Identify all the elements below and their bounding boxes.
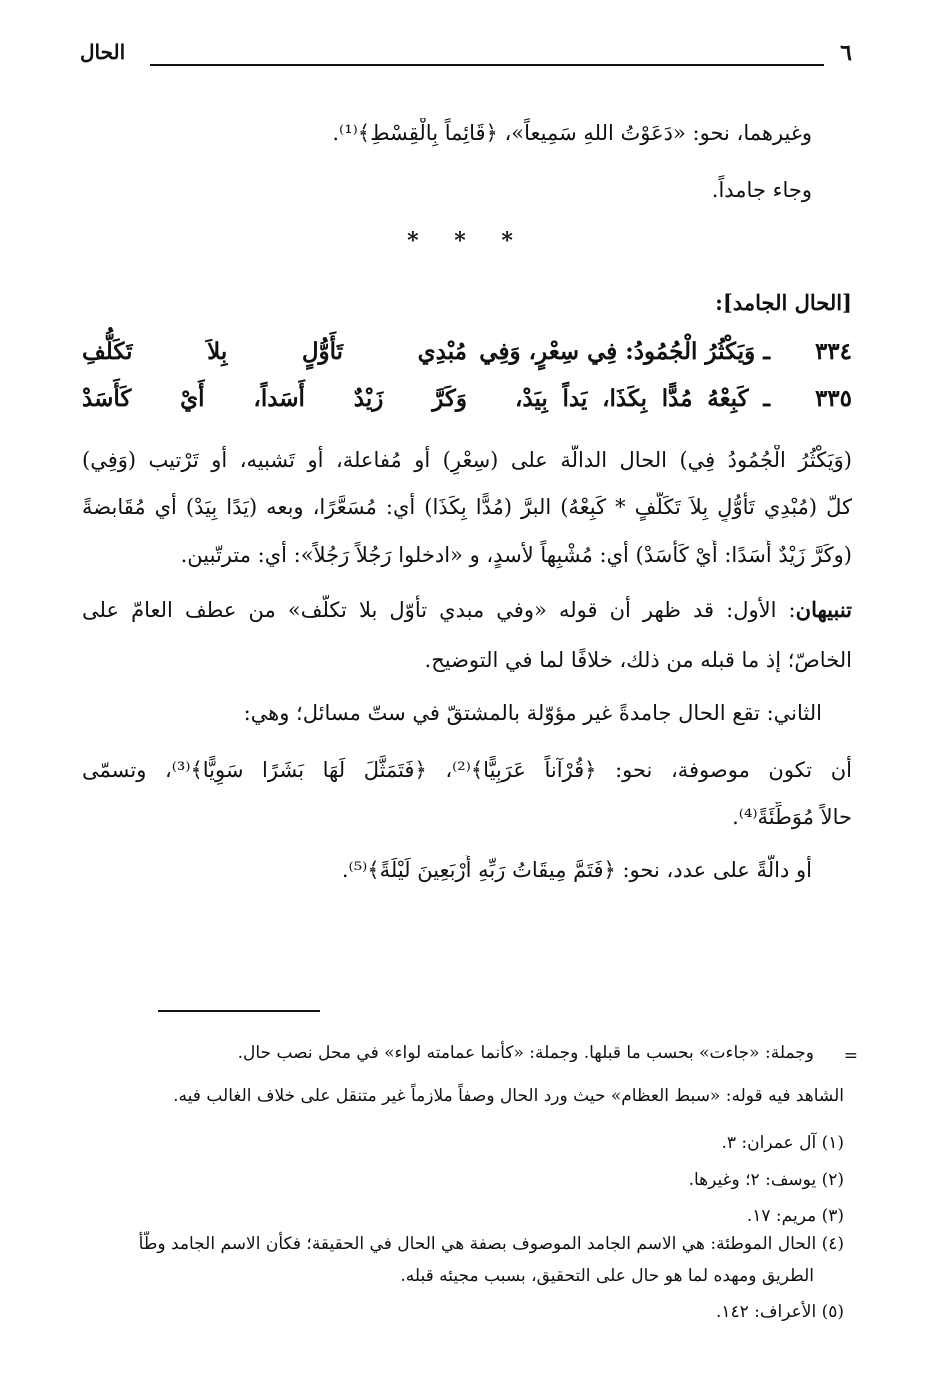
tanbihan-line: أو دالّةً على عدد، نحو: ﴿فَتَمَّ مِيقَاتُ رَبِّهِ أَرْبَعِينَ لَيْلَةً﴾⁽⁵⁾. [341,858,812,882]
page-number: ٦ [840,40,852,66]
verse-number: ٣٣٤ [814,338,852,365]
footnote: (٢) يوسف: ٢؛ وغيرها. [688,1170,844,1190]
footnote: الطريق ومهده لما هو حال على التحقيق، بسبب مجيئه قبله. [400,1266,814,1286]
jamid-line: وجاء جامداً. [711,178,812,202]
verse-number: ٣٣٥ [814,385,852,412]
verse-second-hemistich: مُبْدِي تَأَوُّلٍ بِلاَ تَكَلُّفِ [82,338,467,365]
verse-335 [82,385,852,425]
running-head [80,40,852,76]
commentary-line: (وكَرَّ زَيْدٌ أَسَدًا: أَيْ كَأَسَدْ) أي: مُشْبِهاً لأسدٍ، و «ادخلوا رَجُلاً رَجُلاً»: أي: مترتّبين. [180,543,852,567]
tanbihan-line: الثاني: تقع الحال جامدةً غير مؤوّلة بالمشتقّ في ستّ مسائل؛ وهي: [243,701,822,725]
header-rule [150,64,824,66]
verse-first-hemistich: ـ وَيَكْثُرُ الْجُمُودُ: فِي سِعْرٍ، وَفِي [479,338,770,365]
intro-line: وغيرهما، نحو: «دَعَوْتُ اللهِ سَمِيعاً»، ﴿قَائِماً بِالْقِسْطِ﴾⁽¹⁾. [332,121,812,145]
footnote: (٥) الأعراف: ١٤٢. [715,1302,844,1322]
tanbihan-label: تنبيهان [795,597,852,622]
chapter-title: الحال [80,40,126,64]
section-title: [الحال الجامد]: [715,290,852,315]
verse-second-hemistich: وَكَرَّ زَيْدٌ أَسَداً، أَيْ كَأَسَدْ [82,385,467,412]
footnote: (٤) الحال الموطئة: هي الاسم الجامد الموصوف بصفة هي الحال في الحقيقة؛ فكأن الاسم الجامد وطّأ [138,1234,844,1254]
footnote: (٣) مريم: ١٧. [746,1206,844,1226]
tanbihan-text: : الأول: قد ظهر أن قوله «وفي مبدي تأوّل بلا تكلّف» من عطف العامّ على [82,598,796,622]
tanbihan-line [82,595,852,625]
tanbihan-line: أن تكون موصوفة، نحو: ﴿قُرْآناً عَرَبِيًّا﴾⁽²⁾، ﴿فَتَمَثَّلَ لَهَا بَشَرًا سَوِيًّا﴾⁽³⁾، وتسمّى [82,758,852,782]
verse-first-hemistich: ـ كَبِعْهُ مُدًّا بِكَذَا، يَداً بِيَدْ، [515,385,770,412]
footnote: (١) آل عمران: ٣. [721,1133,844,1153]
tanbihan-line: حالاً مُوَطِّئَةً⁽⁴⁾. [732,805,852,829]
commentary-line: (وَيَكْثُرُ الْجُمُودُ فِي) الحال الدالّة على (سِعْرٍ) أو مُفاعلة، أو تَشبيه، أو تَرْتيب (وَفِي) [82,448,852,472]
section-separator: * * * [407,228,527,254]
footnote-continuation-mark: = [843,1046,858,1066]
verse-334 [82,338,852,378]
tanbihan-line: الخاصّ؛ إذ ما قبله من ذلك، خلافًا لما في التوضيح. [424,648,852,672]
commentary-line: كلّ (مُبْدِي تَأَوُّلٍ بِلاَ تَكَلُّفٍ * كَبِعْهُ) البرَّ (مُدًّا بِكَذَا) أي: مُسَعَّرًا، وبعه (يَدًا بِيَدْ) أي مُقَابضةً [82,495,852,519]
footnote-continuation: الشاهد فيه قوله: «سبط العظام» حيث ورد الحال وصفاً ملازماً غير متنقل على خلاف الغالب فيه. [173,1086,844,1106]
footnote-rule [158,1010,320,1012]
footnote-continuation: وجملة: «جاءت» بحسب ما قبلها. وجملة: «كأنما عمامته لواء» في محل نصب حال. [237,1043,814,1063]
